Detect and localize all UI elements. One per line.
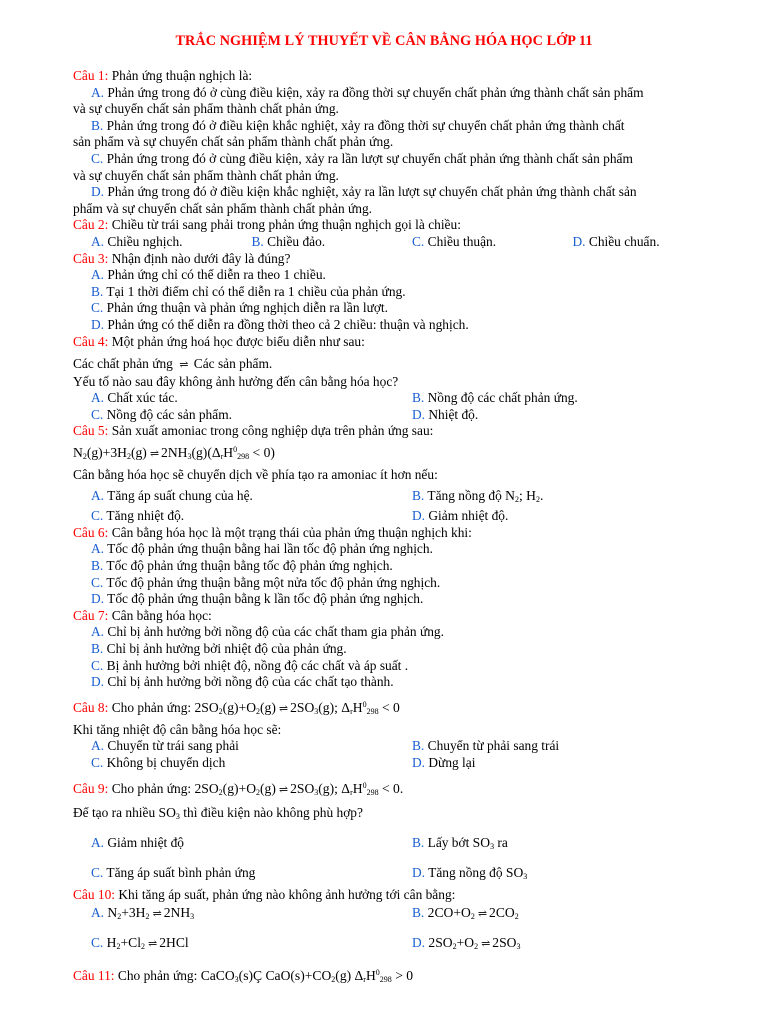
question-label: Câu 9:: [73, 780, 109, 796]
formula: $SO_3$: [472, 834, 495, 851]
question-label: Câu 2:: [73, 217, 109, 233]
question-stem: Một phản ứng hoá học được biểu diễn như sau:: [111, 333, 365, 349]
option-text: Chất xúc tác.: [107, 390, 178, 406]
question-label: Câu 1:: [73, 68, 109, 83]
option-label: D.: [412, 754, 426, 770]
option-label: B.: [251, 233, 264, 249]
question-stem: Phản ứng thuận nghịch là:: [111, 68, 253, 83]
equilibrium-arrow-icon: ⇌: [481, 938, 490, 951]
variable-k: k: [263, 591, 271, 607]
reaction-equation: $N_2(g)+3H_2(g)$ ⇌ $2NH_3(g)(\Delta_rH^0_{298} < 0)$: [73, 440, 733, 467]
option-label: B.: [412, 390, 425, 406]
option-label: D.: [91, 316, 105, 332]
option-label: C.: [91, 864, 104, 880]
option-text: Phản ứng trong đó ở điều kiện khắc nghiệt, xảy ra lần lượt sự chuyển chất phản ứng thành chất sản: [107, 184, 637, 200]
option-text: ra: [497, 834, 508, 850]
question-1: [73, 68, 733, 217]
option-label: C.: [91, 150, 104, 166]
option-text: Nồng độ các chất phản ứng.: [427, 390, 578, 406]
option-label: B.: [91, 283, 104, 299]
question-stem: Cho phản ứng:: [111, 699, 192, 715]
option-label: A.: [91, 905, 105, 921]
reaction-equation: $2SO_2+O_2$ ⇌ $2SO_3$: [428, 935, 520, 950]
reaction-equation: $H_2+Cl_2$ ⇌ 2HCl: [107, 935, 189, 950]
option-label: C.: [91, 508, 104, 524]
question-stem: Chiều từ trái sang phải trong phản ứng thuận nghịch gọi là chiều:: [111, 217, 461, 233]
option-text: Chiều thuận.: [427, 233, 497, 249]
option-text: Chỉ bị ảnh hưởng bởi nhiệt độ của phản ứng.: [106, 641, 347, 656]
option-label: C.: [91, 935, 104, 951]
option-text: Tốc độ phản ứng thuận bằng tốc độ phản ứng nghịch.: [106, 558, 393, 574]
option-text: Chuyển từ trái sang phải: [107, 738, 239, 754]
option-label: B.: [91, 117, 104, 133]
question-stem: Cân bằng hóa học sẽ chuyển dịch về phía tạo ra amoniac ít hơn nếu:: [73, 467, 438, 483]
option-label: A.: [91, 233, 105, 249]
question-stem: Yếu tố nào sau đây không ảnh hưởng đến cân bằng hóa học?: [73, 373, 399, 389]
reaction-equation: $2SO_2(g)+O_2(g)$ ⇌ $2SO_3(g)$; $\Delta_rH^0_{298} < 0$: [194, 700, 399, 715]
question-8: [73, 691, 733, 772]
option-label: B.: [91, 558, 104, 574]
option-label: C.: [412, 233, 425, 249]
question-4: [73, 334, 733, 424]
equilibrium-arrow-icon: ⇌: [147, 938, 157, 951]
option-text: Chỉ bị ảnh hưởng bởi nồng độ của các chất tham gia phản ứng.: [107, 624, 444, 640]
option-text: Tăng nồng độ: [428, 864, 503, 880]
question-label: Câu 6:: [73, 524, 109, 540]
question-label: Câu 8:: [73, 699, 109, 715]
option-text: Phản ứng thuận và phản ứng nghịch diễn ra lần lượt.: [106, 300, 389, 316]
question-6: [73, 525, 733, 608]
option-text: Phản ứng có thể diễn ra đồng thời theo cả 2 chiều: thuận và nghịch.: [107, 316, 469, 332]
option-text: Chiều nghịch.: [107, 233, 183, 249]
question-stem: Khi tăng nhiệt độ cân bằng hóa học sẽ:: [73, 721, 282, 737]
reaction-equation: CaCO$_3$(s)Ç $CaO(s)+CO_2(g) \Delta_rH^0_{298} > 0$: [200, 968, 414, 985]
formula: $SO_3$: [158, 804, 180, 821]
question-stem: Nhận định nào dưới đây là đúng?: [111, 250, 291, 266]
equilibrium-arrow-icon: ⇌: [149, 448, 159, 461]
option-label: A.: [91, 834, 105, 850]
option-text: Phản ứng trong đó ở điều kiện khắc nghiệt, xảy ra đồng thời sự chuyển chất phản ứng thành chất: [106, 117, 625, 133]
option-text: Nhiệt độ.: [428, 406, 479, 422]
question-stem: Cân bằng hóa học là một trạng thái của phản ứng thuận nghịch khi:: [111, 524, 472, 540]
option-text: Giảm nhiệt độ.: [428, 508, 509, 524]
question-label: Câu 4:: [73, 333, 109, 349]
option-label: B.: [412, 905, 425, 921]
option-label: A.: [91, 267, 105, 283]
option-label: D.: [91, 184, 105, 200]
option-label: C.: [91, 406, 104, 422]
option-label: A.: [91, 84, 105, 100]
option-label: C.: [91, 300, 104, 316]
option-text: Nồng độ các sản phẩm.: [106, 406, 232, 422]
question-stem: Khi tăng áp suất, phản ứng nào không ảnh hưởng tới cân bằng:: [118, 886, 456, 902]
option-text: lần tốc độ phản ứng nghịch.: [273, 591, 424, 607]
question-stem: Để tạo ra nhiều: [73, 804, 156, 820]
option-text: Chiều chuẩn.: [588, 233, 660, 249]
question-3: [73, 251, 733, 334]
option-text: và sự chuyển chất sản phẩm thành chất phản ứng.: [73, 167, 339, 183]
option-label: B.: [412, 487, 425, 503]
option-label: D.: [91, 674, 105, 690]
option-text: Phản ứng trong đó ở cùng điều kiện, xảy ra đồng thời sự chuyển chất phản ứng thành chất sản phẩm: [107, 84, 644, 100]
option-text: Tăng nhiệt độ.: [106, 508, 185, 524]
question-stem: Cho phản ứng:: [111, 780, 192, 796]
option-label: C.: [91, 574, 104, 590]
equilibrium-arrow-icon: ⇌: [477, 908, 487, 921]
option-label: A.: [91, 487, 105, 503]
option-label: C.: [91, 754, 104, 770]
option-label: D.: [412, 406, 426, 422]
question-11: [73, 957, 733, 990]
reaction-equation: $N_2+3H_2$ ⇌ $2NH_3$: [107, 905, 194, 920]
option-text: Chỉ bị ảnh hưởng bởi nồng độ của các chất tạo thành.: [107, 674, 394, 690]
option-label: B.: [412, 834, 425, 850]
option-label: A.: [91, 390, 105, 406]
option-text: Chuyển từ phải sang trái: [427, 738, 560, 754]
option-text: Bị ảnh hưởng bởi nhiệt độ, nồng độ các chất và áp suất .: [106, 657, 409, 673]
option-text: Không bị chuyển dịch: [106, 754, 226, 770]
question-label: Câu 5:: [73, 423, 109, 439]
question-stem: thì điều kiện nào không phù hợp?: [183, 804, 363, 820]
question-10: [73, 887, 733, 958]
formula: $SO_3$: [505, 864, 528, 881]
option-label: A.: [91, 541, 105, 557]
option-label: C.: [91, 657, 104, 673]
option-text: Tốc độ phản ứng thuận bằng một nửa tốc độ phản ứng nghịch.: [106, 574, 441, 590]
question-label: Câu 3:: [73, 250, 109, 266]
option-text: Tăng nồng độ: [427, 487, 502, 503]
equilibrium-arrow-icon: ⇌: [278, 702, 288, 715]
question-stem: Cân bằng hóa học:: [111, 607, 212, 623]
question-stem: Sản xuất amoniac trong công nghiệp dựa trên phản ứng sau:: [111, 423, 434, 439]
option-text: Giảm nhiệt độ: [107, 834, 185, 850]
option-label: D.: [91, 591, 105, 607]
question-stem: Cho phản ứng:: [117, 968, 198, 984]
equilibrium-arrow-icon: ⇌: [152, 908, 161, 921]
option-text: và sự chuyển chất sản phẩm thành chất phản ứng.: [73, 101, 339, 117]
option-text: phẩm và sự chuyển chất sản phẩm thành chất phản ứng.: [73, 200, 372, 216]
option-text: Tại 1 thời điểm chỉ có thể diễn ra 1 chiều của phản ứng.: [106, 283, 406, 299]
document-title: TRẮC NGHIỆM LÝ THUYẾT VỀ CÂN BẰNG HÓA HỌC LỚP 11: [175, 33, 593, 49]
reaction-equation: Các chất phản ứng ⇌ Các sản phẩm.: [73, 356, 733, 374]
option-label: B.: [91, 641, 104, 656]
option-text: sản phẩm và sự chuyển chất sản phẩm thành chất phản ứng.: [73, 134, 394, 150]
question-list: [73, 68, 733, 990]
question-5: [73, 423, 733, 524]
option-label: D.: [412, 508, 426, 524]
reaction-equation: $2CO+O_2$ ⇌ $2CO_2$: [428, 905, 519, 920]
option-text: Tăng áp suất bình phản ứng: [106, 864, 256, 880]
question-9: [73, 772, 733, 887]
option-label: B.: [412, 738, 425, 754]
option-text: Phản ứng trong đó ở cùng điều kiện, xảy ra lần lượt sự chuyển chất phản ứng thành chất sản phẩm: [106, 150, 633, 166]
question-2: [73, 217, 733, 250]
option-label: A.: [91, 738, 105, 754]
option-label: D.: [412, 864, 426, 880]
equilibrium-arrow-icon: ⇌: [278, 783, 288, 796]
question-label: Câu 7:: [73, 607, 109, 623]
option-text: Phản ứng chỉ có thể diễn ra theo 1 chiều.: [107, 267, 326, 283]
option-label: A.: [91, 624, 105, 640]
question-label: Câu 10:: [73, 886, 116, 902]
option-text: Tốc độ phản ứng thuận bằng: [107, 591, 261, 607]
option-text: Lấy bớt: [427, 834, 470, 850]
reaction-equation: $2SO_2(g)+O_2(g)$ ⇌ $2SO_3(g)$; $\Delta_rH^0_{298} < 0$.: [194, 781, 403, 796]
option-text: Tăng áp suất chung của hệ.: [107, 487, 253, 503]
option-text: Dừng lại: [428, 754, 476, 770]
option-text: Tốc độ phản ứng thuận bằng hai lần tốc độ phản ứng nghịch.: [107, 541, 433, 557]
formula: $N_2$; $H_2$.: [505, 487, 544, 504]
equilibrium-arrow-icon: ⇌: [179, 359, 188, 372]
question-7: [73, 608, 733, 691]
option-text: Chiều đảo.: [267, 233, 326, 249]
question-label: Câu 11:: [73, 968, 115, 984]
option-label: D.: [412, 935, 426, 951]
option-label: D.: [572, 233, 586, 249]
